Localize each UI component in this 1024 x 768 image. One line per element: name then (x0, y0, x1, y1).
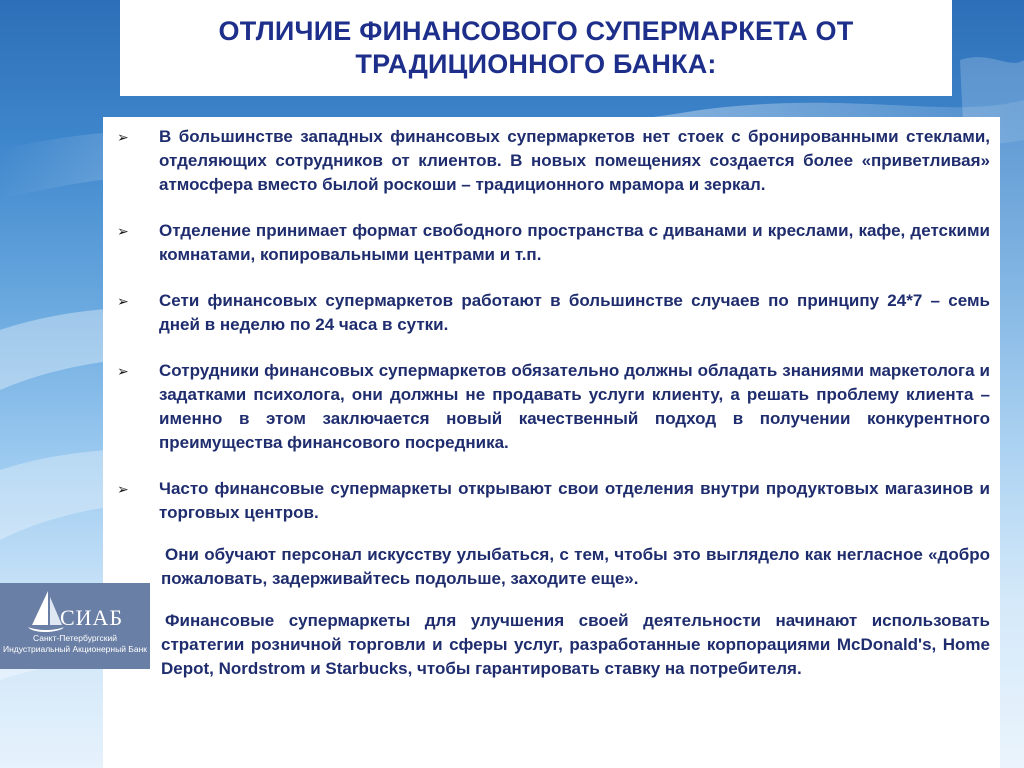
list-item-text: Сети финансовых супермаркетов работают в большинстве случаев по принципу 24*7 – семь дней в неделю по 24 часа в сутки. (159, 291, 990, 334)
list-item (115, 289, 990, 337)
paragraph-text: Финансовые супермаркеты для улучшения своей деятельности начинают использовать стратегии розничной торговли и сферы услуг, разработанные корпорациями McDonald's, Home Depot, Nordstrom и Starbucks, чтобы гарантировать ставку на потребителя. (161, 611, 990, 678)
logo-caption (0, 633, 150, 655)
bank-logo (0, 583, 150, 669)
list-item (115, 477, 990, 525)
arrow-bullet-icon: ➢ (117, 129, 129, 145)
arrow-bullet-icon: ➢ (117, 481, 129, 497)
list-item-text: Отделение принимает формат свободного пространства с диванами и креслами, кафе, детскими комнатами, копировальными центрами и т.п. (159, 221, 990, 264)
paragraph-text: Они обучают персонал искусству улыбаться, с тем, чтобы это выглядело как негласное «добро пожаловать, задерживайтесь подольше, заходите еще». (161, 545, 990, 588)
logo-caption-line: Индустриальный Акционерный Банк (2, 644, 148, 654)
logo-name: СИАБ (60, 605, 124, 630)
arrow-bullet-icon: ➢ (117, 223, 129, 239)
list-item-text: Сотрудники финансовых супермаркетов обязательно должны обладать знаниями маркетолога и задатками психолога, они должны не продавать услуги клиенту, а решать проблему клиента – именно в этом заключается новый качественный подход в получении конкурентного преимущества финансового посредника. (159, 361, 990, 452)
logo-caption-line: Санкт-Петербургский (33, 633, 117, 643)
list-item (115, 219, 990, 267)
content-panel (103, 117, 1000, 768)
paragraph (115, 609, 990, 681)
list-item (115, 359, 990, 455)
title-box (120, 0, 952, 96)
paragraph (115, 543, 990, 591)
list-item (115, 125, 990, 197)
arrow-bullet-icon: ➢ (117, 293, 129, 309)
slide-title: ОТЛИЧИЕ ФИНАНСОВОГО СУПЕРМАРКЕТА ОТ ТРАДИЦИОННОГО БАНКА: (218, 16, 854, 79)
arrow-bullet-icon: ➢ (117, 363, 129, 379)
list-item-text: В большинстве западных финансовых супермаркетов нет стоек с бронированными стеклами, отделяющих сотрудников от клиентов. В новых помещениях создается более «приветливая» атмосфера вместо былой роскоши – традиционного мрамора и зеркал. (159, 127, 990, 194)
list-item-text: Часто финансовые супермаркеты открывают свои отделения внутри продуктовых магазинов и торговых центров. (159, 479, 990, 522)
